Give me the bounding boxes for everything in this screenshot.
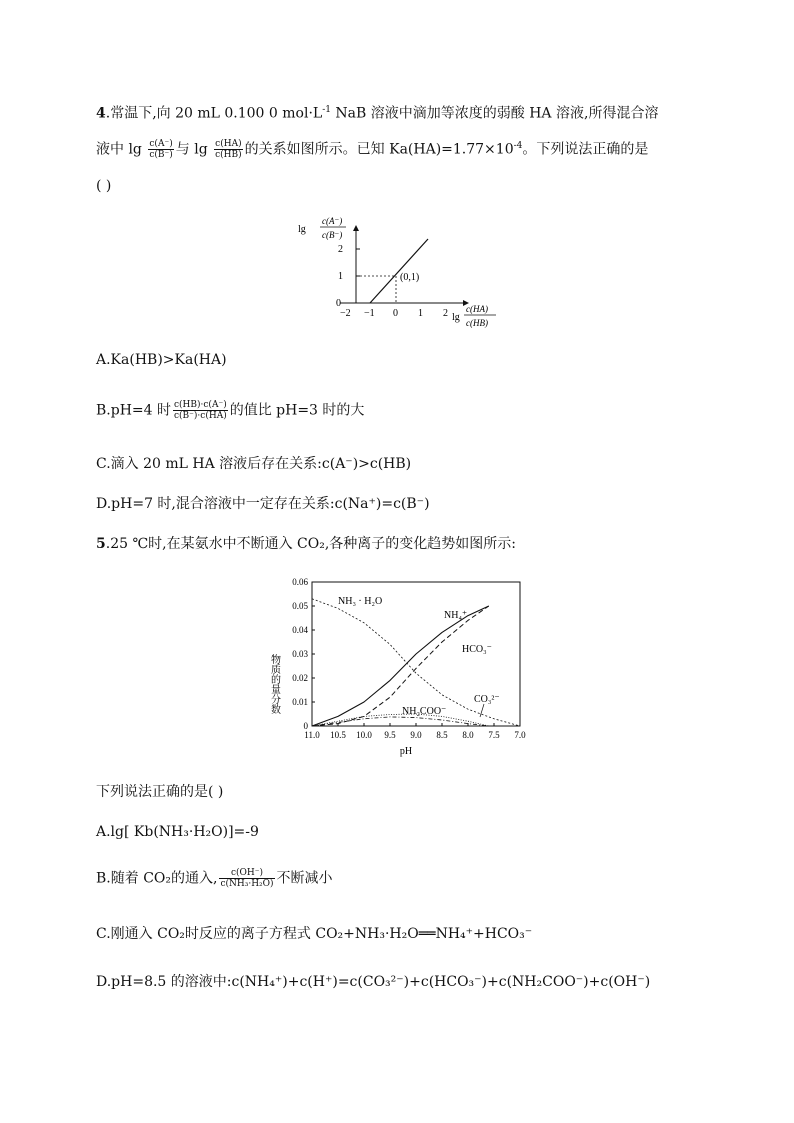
- q5-option-a: A.lg[ Kb(NH₃·H₂O)]=-9: [96, 824, 259, 840]
- q5-ylabel: 物质的量分数: [268, 654, 280, 714]
- q4-number: 4: [96, 105, 106, 122]
- q4-graph: [290, 208, 510, 333]
- q4-option-a: A.Ka(HB)>Ka(HA): [96, 352, 227, 368]
- q4-option-b: B.pH=4 时 $\frac{c(HB)\cdot c(A^-)}{c(B^-)\cdot c(HA)}$ 的值比 pH=3 时的大: [96, 400, 365, 421]
- q5-label-nh2coo: NH₂COO⁻: [402, 706, 447, 717]
- q5-label-co3: CO₃²⁻: [474, 694, 500, 705]
- q5-ytick-label: 0: [303, 721, 308, 731]
- q5-xtick-label: 9.5: [384, 730, 396, 740]
- q4-ytick-0: 0: [336, 298, 341, 309]
- q5-label-nh3: NH₃ · H₂O: [338, 596, 383, 607]
- q5-question: 下列说法正确的是( ): [96, 784, 224, 800]
- q5-series-hco3: [312, 606, 489, 726]
- q4-option-b-fraction: $\frac{c(HB)\cdot c(A^-)}{c(B^-)\cdot c(HA)}$: [174, 400, 227, 421]
- q4-data-line: [370, 239, 428, 303]
- q5-series-nh4: [312, 606, 489, 726]
- q4-ytick-1: 1: [338, 271, 343, 282]
- q5-ytick-label: 0.01: [292, 697, 308, 707]
- q4-ytick-2: 2: [338, 244, 343, 255]
- q5-xtick-label: 10.5: [330, 730, 346, 740]
- q4-xtick-0: 0: [393, 308, 398, 319]
- q4-xlabel-prefix: lg: [452, 312, 460, 323]
- q4-option-d: D.pH=7 时,混合溶液中一定存在关系:c(Na⁺)=c(B⁻): [96, 496, 430, 512]
- q5-ytick-label: 0.03: [292, 649, 308, 659]
- q5-xtick-label: 7.5: [488, 730, 500, 740]
- q5-xtick-label: 9.0: [410, 730, 422, 740]
- q4-ylabel-prefix: lg: [298, 224, 306, 235]
- q4-ylabel-num: c(A⁻): [322, 216, 343, 226]
- q5-xtick-label: 11.0: [304, 730, 320, 740]
- q5-xtick-label: 8.5: [436, 730, 448, 740]
- q4-xlabel-den: c(HB): [466, 318, 488, 328]
- q4-answer-blank: ( ): [96, 178, 112, 194]
- q4-fraction-ca-cb: $\frac{c(A^-)}{c(B^-)}$: [149, 139, 173, 161]
- q5-label-hco3: HCO₃⁻: [462, 644, 492, 655]
- q4-xlabel-num: c(HA): [466, 304, 488, 314]
- q5-series-co3: [312, 717, 489, 726]
- q4-fraction-cha-chb: $\frac{c(HA)}{c(HB)}$: [215, 139, 242, 161]
- q4-ylabel-den: c(B⁻): [322, 230, 343, 240]
- q5-ytick-label: 0.06: [292, 577, 308, 587]
- q4-xtick-m1: −1: [364, 308, 375, 319]
- q5-xtick-label: 10.0: [356, 730, 372, 740]
- q4-stem-line2: 液中 lg $\frac{c(A^-)}{c(B^-)}$ 与 lg $\frac{c(HA)}{c(HB)}$ 的关系如图所示。已知 $Ka(HA)=1.77\times 10^{-4}$。下列说法正确的是: [96, 139, 649, 161]
- q4-option-c: C.滴入 20 mL HA 溶液后存在关系:c(A⁻)>c(HB): [96, 456, 412, 472]
- q5-xtick-label: 8.0: [462, 730, 474, 740]
- q5-option-b: B.随着 CO₂的通入, $\frac{c(OH^-)}{\text{c(NH₃·H₂O)}}$ 不断减小: [96, 868, 333, 889]
- q5-ytick-label: 0.05: [292, 601, 308, 611]
- q4-point-label: (0,1): [400, 272, 420, 283]
- q5-chart: [262, 574, 534, 760]
- q5-ytick-label: 0.04: [292, 625, 308, 635]
- q4-xtick-2: 2: [443, 308, 448, 319]
- q5-ytick-label: 0.02: [292, 673, 308, 683]
- q5-option-c: C.刚通入 CO₂时反应的离子方程式 CO₂+NH₃·H₂O══NH₄⁺+HCO₃⁻: [96, 926, 533, 942]
- q4-xtick-1: 1: [418, 308, 423, 319]
- q5-label-nh4: NH₄⁺: [444, 610, 468, 621]
- q4-xtick-m2: −2: [340, 308, 351, 319]
- q5-option-d: D.pH=8.5 的溶液中:c(NH₄⁺)+c(H⁺)=c(CO₃²⁻)+c(HCO₃⁻)+c(NH₂COO⁻)+c(OH⁻): [96, 974, 651, 990]
- q4-stem-line1: 4.常温下,向 20 mL 0.100 0 $mol\cdot L^{-1}$ NaB 溶液中滴加等浓度的弱酸 HA 溶液,所得混合溶: [96, 105, 659, 122]
- q5-stem: 5.25 ℃时,在某氨水中不断通入 CO₂,各种离子的变化趋势如图所示:: [96, 536, 516, 552]
- q5-option-b-fraction: $\frac{c(OH^-)}{\text{c(NH₃·H₂O)}}$: [220, 868, 274, 889]
- q5-xlabel: pH: [399, 746, 413, 757]
- q5-xtick-label: 7.0: [514, 730, 526, 740]
- q5-number: 5: [96, 536, 106, 552]
